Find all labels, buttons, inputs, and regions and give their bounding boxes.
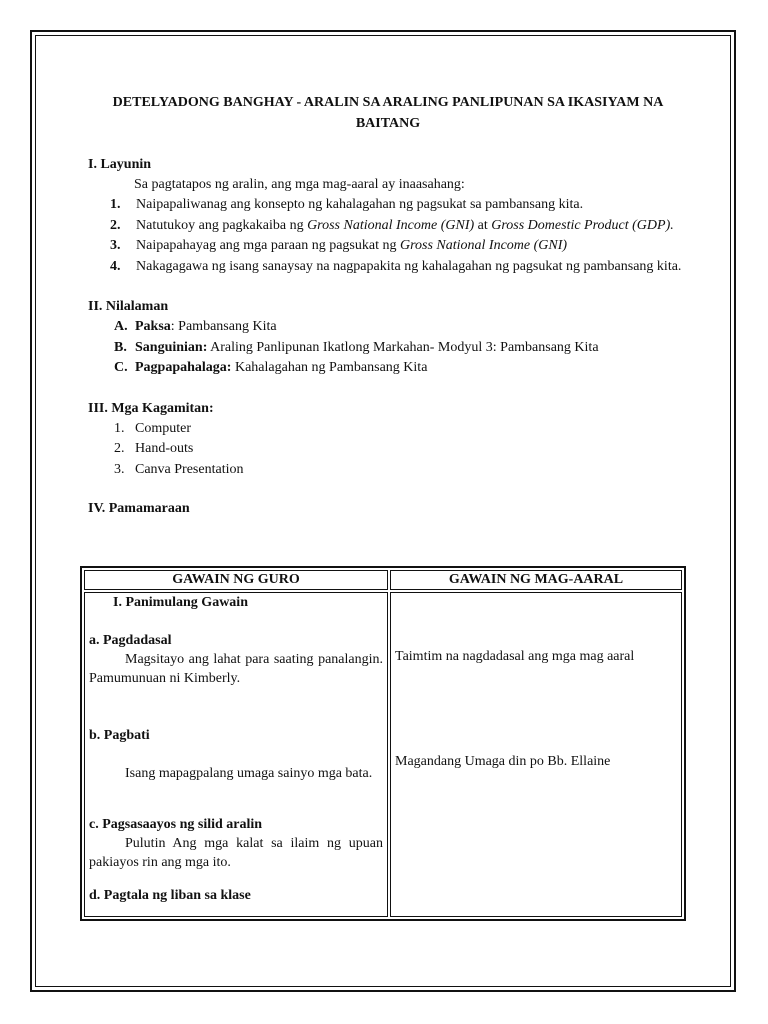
procedure-table [80, 566, 686, 921]
content-label: Pagpapahalaga: [135, 360, 232, 375]
objective-text: at [474, 217, 492, 233]
content-value: : Pambansang Kita [170, 319, 277, 334]
pagbati-text: Isang mapagpalang umaga sainyo mga bata. [125, 766, 373, 781]
content-letter: A. [114, 319, 128, 334]
material-text: Computer [135, 420, 191, 436]
column-header-guro: GAWAIN NG GURO [84, 570, 388, 590]
pagdadasal-text: Magsitayo ang lahat para saating panalangin. Pamumunuan ni Kimberly. [89, 652, 383, 686]
column-header-mag-aaral: GAWAIN NG MAG-AARAL [390, 570, 682, 590]
document-title: DETELYADONG BANGHAY - ARALIN SA ARALING PANLIPUNAN SA IKASIYAM NA BAITANG [112, 95, 664, 131]
objective-item [110, 236, 688, 257]
content-value: Araling Panlipunan Ikatlong Markahan- Modyul 3: Pambansang Kita [207, 339, 599, 355]
objective-number: 3. [110, 238, 121, 253]
content-label: Paksa [135, 319, 171, 334]
mag-aaral-cell [390, 592, 682, 917]
objective-text: Naipapaliwanag ang konsepto ng kahalagahan ng pagsukat sa pambansang kita. [136, 197, 584, 212]
pagbati-response: Magandang Umaga din po Bb. Ellaine [395, 754, 611, 769]
pagsasaayos-heading: c. Pagsasaayos ng silid aralin [89, 817, 263, 832]
kagamitan-heading: III. Mga Kagamitan: [88, 400, 214, 416]
material-text: Canva Presentation [135, 461, 244, 477]
content-list [88, 317, 688, 379]
material-text: Hand-outs [135, 441, 194, 456]
content-item [114, 317, 688, 338]
objectives-list [88, 195, 688, 277]
material-item [114, 419, 688, 440]
nilalaman-heading: II. Nilalaman [88, 299, 169, 314]
guro-cell [84, 592, 388, 917]
objective-item [110, 257, 688, 278]
layunin-intro: Sa pagtatapos ng aralin, ang mga mag-aaral ay inaasahang: [134, 177, 465, 192]
objective-text: Natutukoy ang pagkakaiba ng [136, 217, 308, 233]
objective-text: Naipapahayag ang mga paraan ng pagsukat ng [136, 238, 400, 253]
table-header-row [84, 570, 682, 590]
pamamaraan-heading: IV. Pamamaraan [88, 501, 190, 516]
material-number: 3. [114, 461, 125, 477]
lesson-plan-document [88, 92, 688, 519]
content-letter: C. [114, 360, 128, 375]
material-item [114, 439, 688, 460]
material-number: 1. [114, 420, 125, 436]
content-item [114, 338, 688, 359]
section-heading: I. Panimulang Gawain [113, 595, 248, 610]
pagtala-heading: d. Pagtala ng liban sa klase [89, 888, 251, 903]
table-row [84, 592, 682, 917]
objective-text: Nakagagawa ng isang sanaysay na nagpapakita ng kahalagahan ng pagsukat ng pambansang kita. [136, 258, 682, 274]
content-item [114, 358, 688, 379]
pagbati-heading: b. Pagbati [89, 728, 150, 743]
content-letter: B. [114, 339, 127, 355]
material-item [114, 460, 688, 481]
pagdadasal-response: Taimtim na nagdadasal ang mga mag aaral [395, 649, 635, 664]
objective-term-gni: Gross National Income (GNI) [399, 238, 568, 253]
content-value: Kahalagahan ng Pambansang Kita [231, 360, 428, 375]
objective-number: 4. [110, 258, 121, 274]
objective-number: 2. [110, 217, 121, 233]
pagdadasal-heading: a. Pagdadasal [89, 633, 172, 648]
material-number: 2. [114, 441, 125, 456]
materials-list [88, 419, 688, 481]
layunin-heading: I. Layunin [88, 157, 152, 172]
objective-item [110, 195, 688, 216]
objective-term-gni: Gross National Income (GNI) [307, 217, 475, 233]
objective-number: 1. [110, 197, 121, 212]
objective-term-gdp: Gross Domestic Product (GDP). [491, 217, 674, 233]
content-label: Sanguinian: [135, 339, 208, 355]
pagsasaayos-text: Pulutin Ang mga kalat sa ilaim ng upuan pakiayos rin ang mga ito. [89, 836, 383, 870]
objective-item [110, 216, 688, 237]
